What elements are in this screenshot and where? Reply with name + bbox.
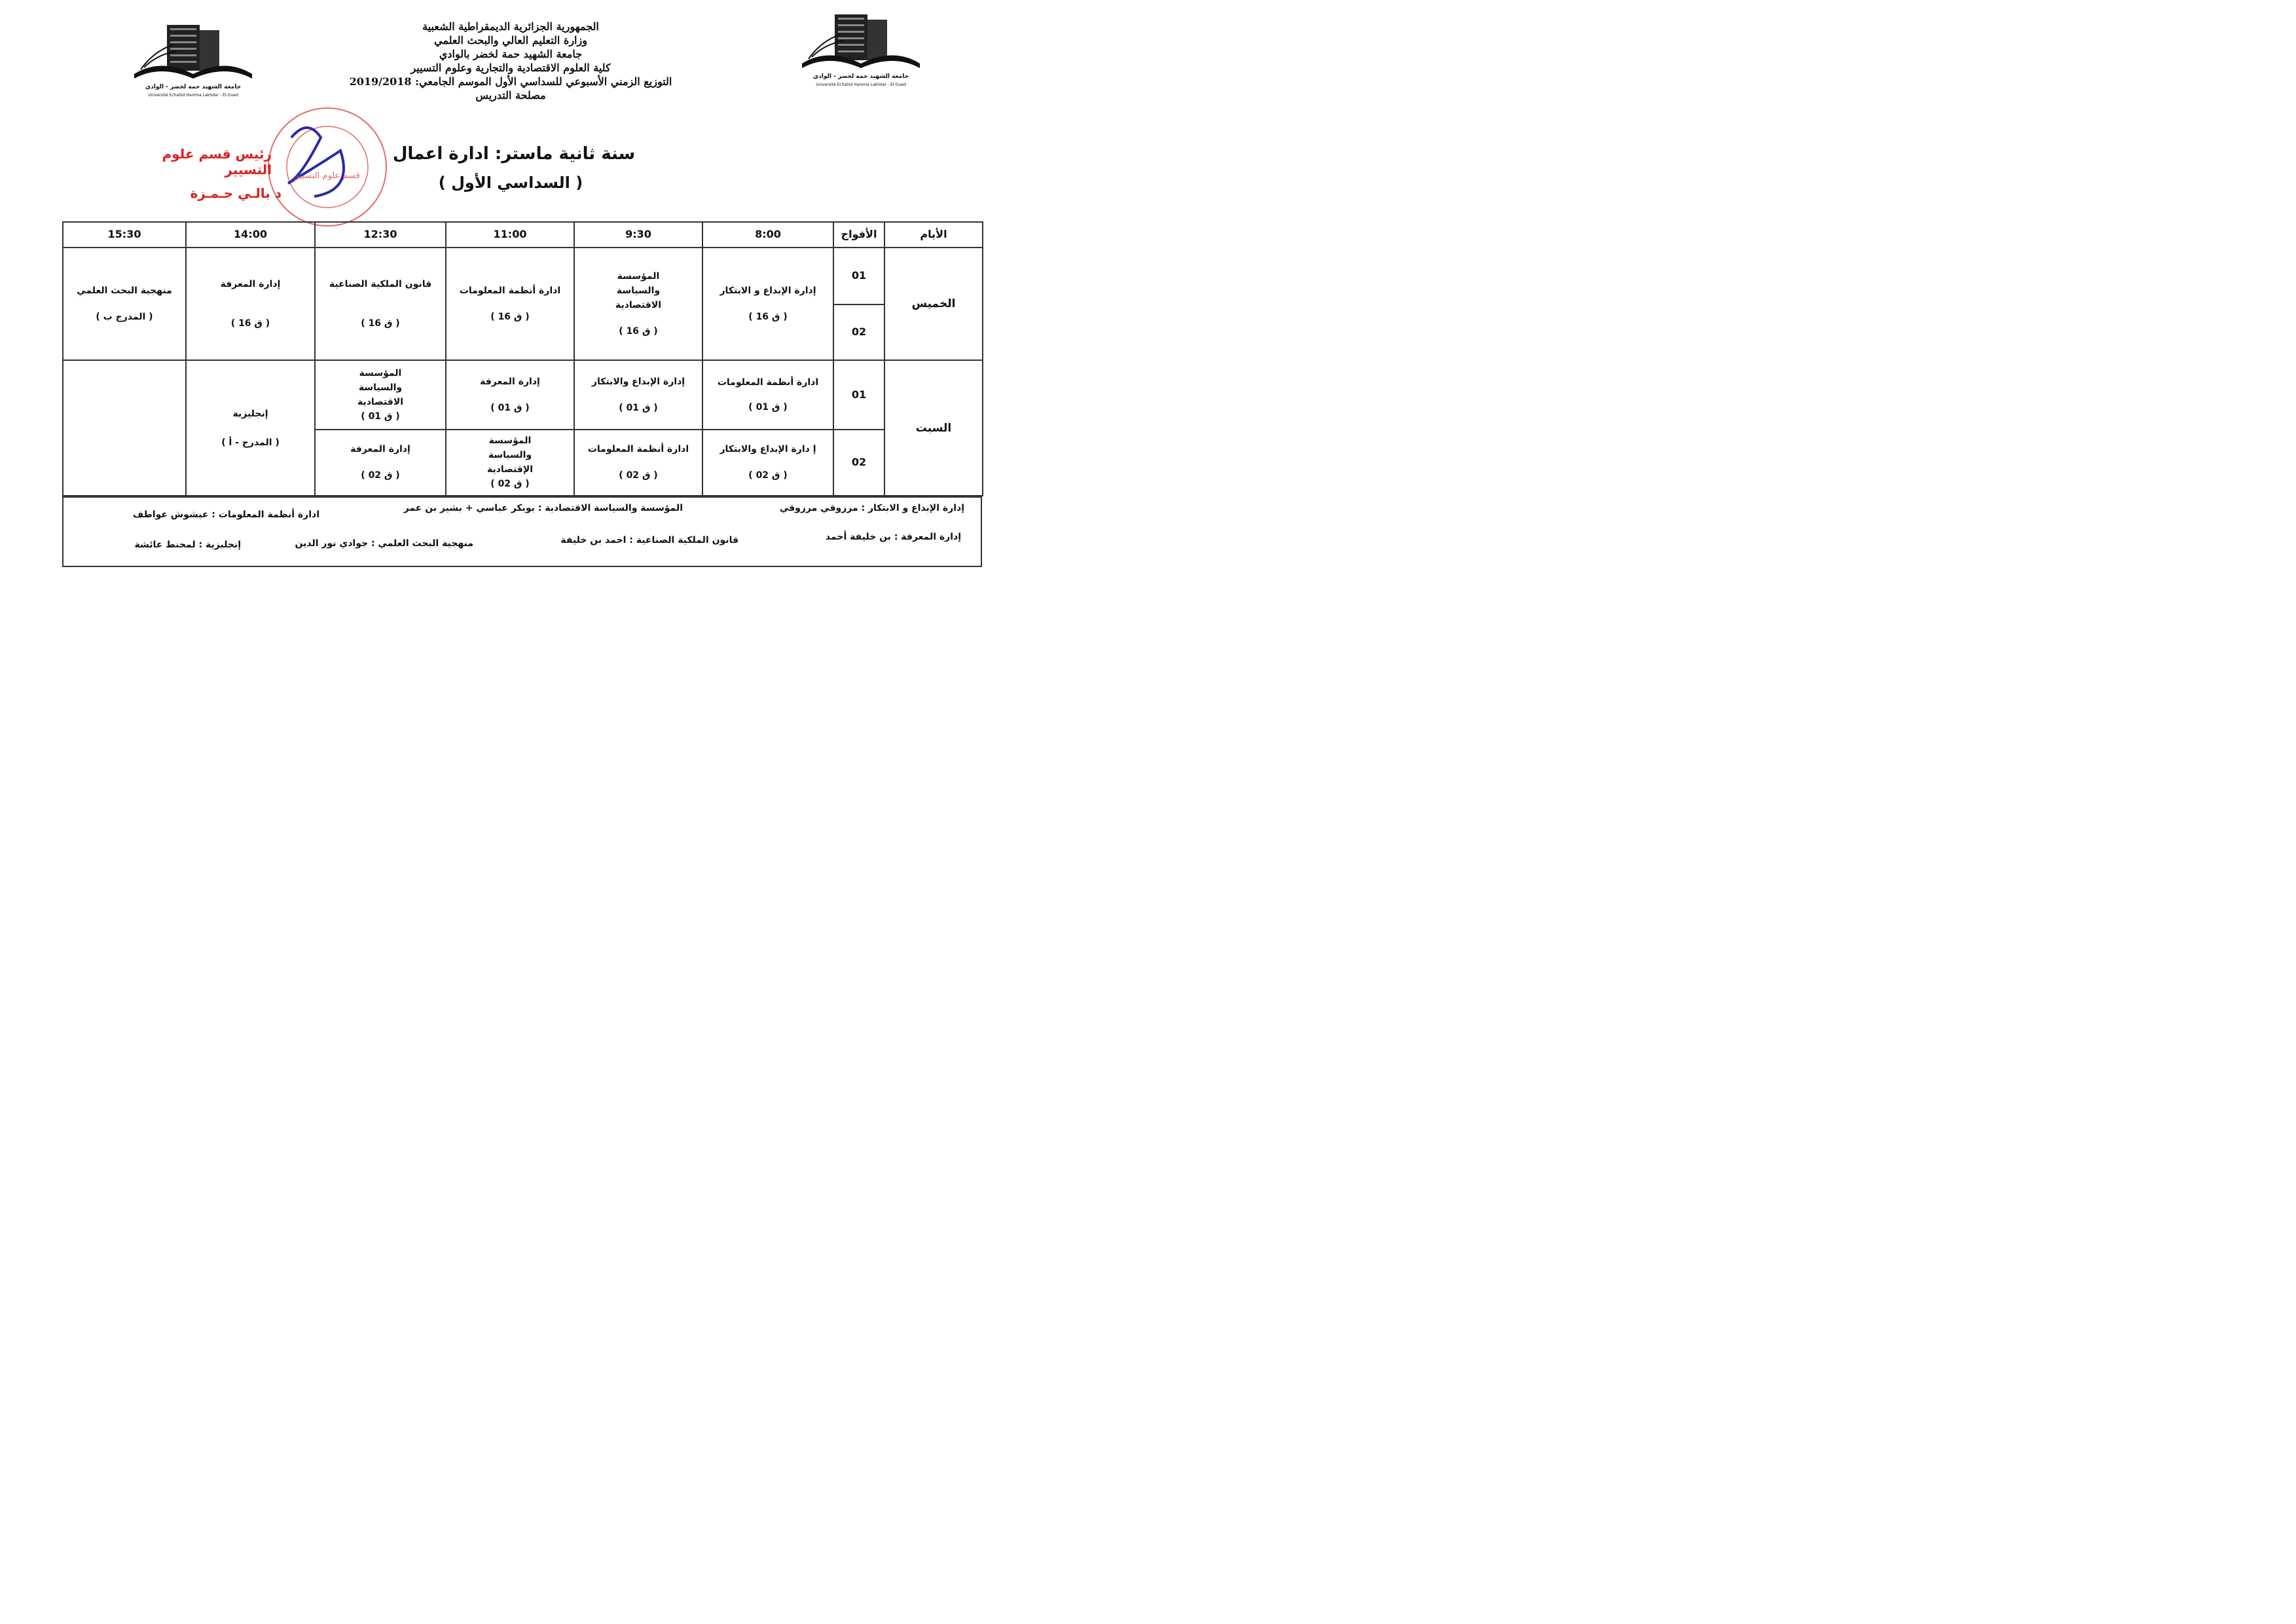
course-name: ادارة أنظمة المعلومات xyxy=(717,377,819,388)
header-time-9-30: 9:30 xyxy=(574,222,702,248)
group-cell: 01 xyxy=(833,248,884,304)
room-label: ( ق 01 ) xyxy=(361,411,400,422)
room-label: ( ق 01 ) xyxy=(619,402,658,413)
teacher-entry: ادارة أنظمة المعلومات : عيشوش عواطف xyxy=(132,509,319,520)
schedule-cell xyxy=(574,248,702,360)
teacher-entry: إدارة الإبداع و الابتكار : مرزوقي مرزوقي xyxy=(779,503,964,513)
schedule-cell-empty xyxy=(63,360,186,496)
schedule-cell xyxy=(315,248,446,360)
teacher-entry: قانون الملكية الصناعية : احمد بن خليفة xyxy=(560,535,738,545)
teacher-entry: المؤسسة والسياسة الاقتصادية : بوبكر عباسي + بشير بن عمر xyxy=(403,503,683,513)
semester-label: ( السداسي الأول ) xyxy=(438,174,583,192)
table-row xyxy=(63,248,983,304)
teachers-list xyxy=(62,496,982,567)
course-name: المؤسسة والسياسة الاقتصادية xyxy=(357,367,404,407)
header-time-14-00: 14:00 xyxy=(186,222,315,248)
teacher-entry: إنجليزية : لمحنط عائشة xyxy=(134,540,241,550)
header-service: مصلحة التدريس xyxy=(475,89,546,101)
teacher-entry: إدارة المعرفة : بن خليفة أحمد xyxy=(825,532,961,542)
schedule-cell xyxy=(574,360,702,430)
schedule-cell xyxy=(702,248,833,360)
header-republic: الجمهورية الجزائرية الديمقراطية الشعبية xyxy=(422,20,599,33)
header-faculty: كلية العلوم الاقتصادية والتجارية وعلوم التسيير xyxy=(410,62,611,74)
course-name: إدارة الإبداع والابتكار xyxy=(591,376,685,387)
room-label: ( ق 16 ) xyxy=(619,325,658,337)
header-time-8-00: 8:00 xyxy=(702,222,833,248)
room-label: ( ق 02 ) xyxy=(619,470,658,481)
document-header xyxy=(314,20,707,102)
schedule-cell xyxy=(446,360,574,430)
building-book-icon xyxy=(128,18,259,84)
logo-name-ar: جامعة الشهيد حمه لخضر - الوادي xyxy=(145,84,242,90)
course-name: منهجية البحث العلمي xyxy=(77,285,172,296)
department-head-name: د بالـي حـمـزة xyxy=(190,185,282,201)
room-label: ( ق 01 ) xyxy=(748,401,788,413)
building-book-icon xyxy=(795,8,926,73)
schedule-cell xyxy=(446,248,574,360)
group-cell: 01 xyxy=(833,360,884,430)
header-ministry: وزارة التعليم العالي والبحث العلمي xyxy=(434,34,587,46)
course-name: إدارة الإبداع و الابتكار xyxy=(720,285,816,296)
signature-scribble xyxy=(288,128,344,196)
header-days: الأيام xyxy=(884,222,983,248)
room-label: ( ق 16 ) xyxy=(230,318,270,329)
course-name: إ دارة الإبداع والابتكار xyxy=(720,444,816,455)
logo-name-fr: Université Echahid Hamma Lakhdar - El-Oued xyxy=(148,93,238,98)
course-name: إدارة المعرفة xyxy=(220,278,281,289)
table-header-row xyxy=(63,222,983,248)
schedule-cell xyxy=(446,430,574,496)
stamp-text: قسم علوم التسيير xyxy=(295,171,360,181)
course-name: قانون الملكية الصناعية xyxy=(329,278,432,289)
course-name: المؤسسة والسياسة الإقتصادية xyxy=(486,435,534,475)
schedule-cell xyxy=(186,248,315,360)
group-cell: 02 xyxy=(833,430,884,496)
course-name: ادارة أنظمة المعلومات xyxy=(587,444,689,455)
day-saturday: السبت xyxy=(884,360,983,496)
schedule-cell xyxy=(63,248,186,360)
schedule-cell xyxy=(702,430,833,496)
program-title: سنة ثانية ماستر: ادارة اعمال xyxy=(392,144,636,164)
room-label: ( ق 02 ) xyxy=(748,470,788,481)
room-label: ( ق 16 ) xyxy=(361,318,400,329)
header-time-12-30: 12:30 xyxy=(315,222,446,248)
room-label: ( ق 16 ) xyxy=(748,311,788,322)
room-label: ( المدرج - أ ) xyxy=(221,437,280,448)
schedule-cell xyxy=(702,360,833,430)
teacher-entry: منهجية البحث العلمي : جوادي نور الدين xyxy=(295,538,473,549)
table-row xyxy=(63,360,983,430)
room-label: ( ق 02 ) xyxy=(490,479,530,490)
header-schedule-title: التوزيع الزمني الأسبوعي للسداسي الأول الموسم الجامعي: 2019/2018 xyxy=(349,75,672,88)
logo-name-ar: جامعة الشهيد حمه لخضر - الوادي xyxy=(812,73,909,80)
room-label: ( ق 01 ) xyxy=(490,402,530,413)
header-groups: الأفواج xyxy=(833,222,884,248)
schedule-cell xyxy=(574,430,702,496)
room-label: ( المدرج ب ) xyxy=(96,311,153,322)
day-thursday: الخميس xyxy=(884,248,983,360)
schedule-cell xyxy=(186,360,315,496)
header-university: جامعة الشهيد حمة لخضر بالوادي xyxy=(439,48,583,60)
logo-name-fr: Université Echahid Hamma Lakhdar - El-Oued xyxy=(816,83,906,87)
official-stamp xyxy=(262,105,393,229)
course-name: إدارة المعرفة xyxy=(350,444,410,455)
course-name: إنجليزية xyxy=(232,408,268,419)
schedule-table xyxy=(62,221,983,496)
room-label: ( ق 16 ) xyxy=(490,311,530,322)
header-time-15-30: 15:30 xyxy=(63,222,186,248)
group-cell: 02 xyxy=(833,304,884,360)
room-label: ( ق 02 ) xyxy=(361,470,400,481)
course-name: المؤسسة والسياسة الاقتصادية xyxy=(615,270,662,310)
university-logo-left xyxy=(128,18,259,100)
department-head-title: رئيس قسم علوم التسيير xyxy=(162,146,272,177)
university-logo-right xyxy=(795,8,926,90)
course-name: إدارة المعرفة xyxy=(480,376,540,387)
schedule-cell xyxy=(315,430,446,496)
course-name: ادارة أنظمة المعلومات xyxy=(459,285,561,296)
header-time-11-00: 11:00 xyxy=(446,222,574,248)
schedule-cell xyxy=(315,360,446,430)
